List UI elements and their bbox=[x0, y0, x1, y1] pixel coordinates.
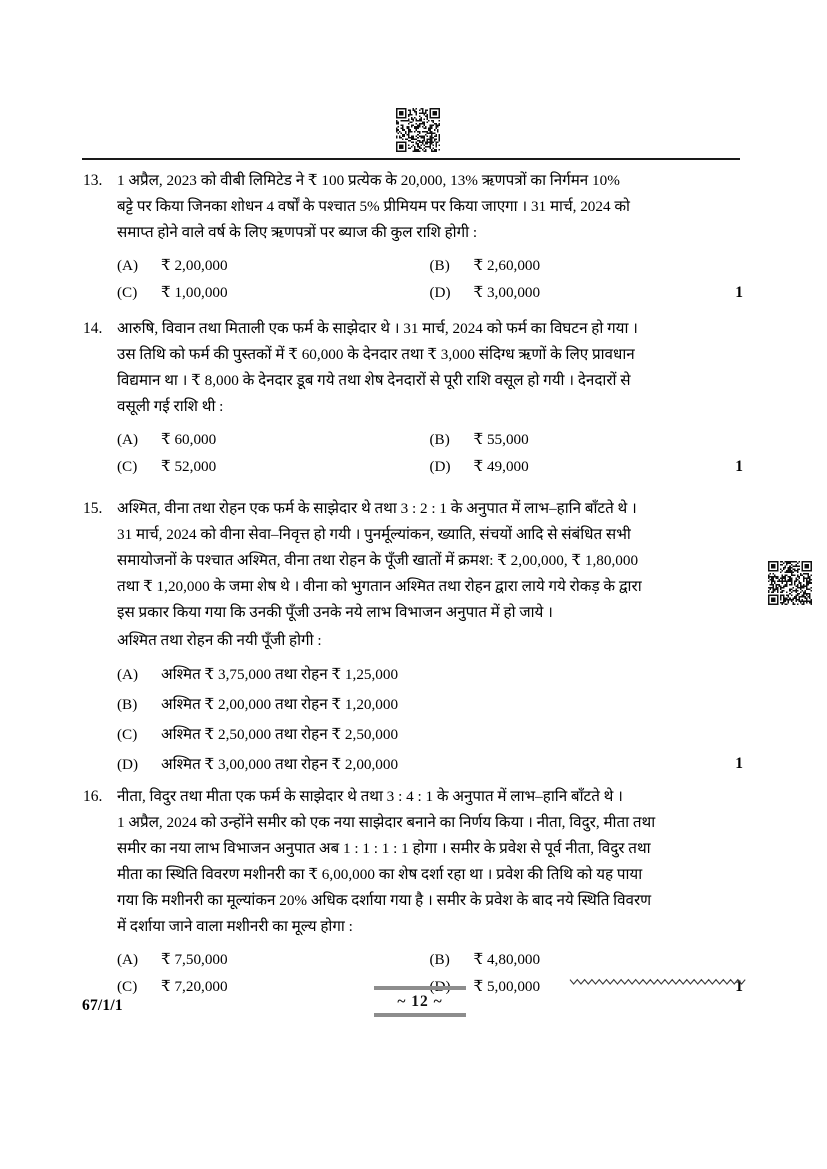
option-key: (D) bbox=[429, 458, 451, 475]
option-b[interactable] bbox=[430, 426, 743, 453]
option-b[interactable] bbox=[430, 252, 743, 279]
option-b[interactable] bbox=[430, 946, 743, 973]
option-key: (C) bbox=[117, 978, 138, 995]
option-value: अश्मित ₹ 2,00,000 तथा रोहन ₹ 1,20,000 bbox=[161, 696, 399, 713]
option-key: (C) bbox=[117, 726, 138, 743]
option-value: ₹ 3,00,000 bbox=[473, 284, 541, 301]
question-subprompt: अश्मित तथा रोहन की नयी पूँजी होगी : bbox=[117, 632, 322, 649]
question-number: 13. bbox=[83, 172, 103, 189]
qr-code-icon bbox=[396, 108, 440, 152]
question-text bbox=[117, 316, 742, 480]
question-text bbox=[117, 784, 742, 1000]
option-value: ₹ 55,000 bbox=[473, 431, 529, 448]
question-text-line: 31 मार्च, 2024 को वीना सेवा–निवृत्त हो गयी । पुनर्मूल्यांकन, ख्याति, संचयों आदि से संबंधित सभी bbox=[117, 526, 631, 543]
question-text bbox=[117, 168, 742, 306]
option-key: (D) bbox=[117, 756, 139, 773]
question-block bbox=[82, 496, 742, 780]
option-value: ₹ 52,000 bbox=[161, 458, 217, 475]
question-text-line: में दर्शाया जाने वाला मशीनरी का मूल्य होगा : bbox=[117, 918, 353, 935]
option-value: अश्मित ₹ 3,00,000 तथा रोहन ₹ 2,00,000 bbox=[161, 756, 399, 773]
options-container bbox=[117, 252, 742, 306]
option-value: ₹ 60,000 bbox=[161, 431, 217, 448]
option-value: ₹ 49,000 bbox=[473, 458, 529, 475]
question-text-line: आरुषि, विवान तथा मिताली एक फर्म के साझेदार थे । 31 मार्च, 2024 को फर्म का विघटन हो गया । bbox=[117, 320, 638, 337]
option-c[interactable] bbox=[117, 453, 430, 480]
question-text-line: समाप्त होने वाले वर्ष के लिए ऋणपत्रों पर ब्याज की कुल राशि होगी : bbox=[117, 224, 478, 241]
option-key: (B) bbox=[429, 431, 450, 448]
marks-value: 1 bbox=[735, 755, 743, 772]
qr-code-icon bbox=[768, 561, 812, 605]
options-container bbox=[117, 426, 742, 480]
question-text bbox=[117, 496, 742, 780]
option-key: (A) bbox=[117, 431, 139, 448]
marks-value: 1 bbox=[735, 978, 743, 995]
option-value: ₹ 1,00,000 bbox=[161, 284, 228, 301]
option-d[interactable] bbox=[117, 750, 742, 780]
option-key: (A) bbox=[117, 257, 139, 274]
zigzag-decoration-icon bbox=[568, 975, 750, 987]
option-value: ₹ 7,50,000 bbox=[161, 951, 228, 968]
option-value: अश्मित ₹ 2,50,000 तथा रोहन ₹ 2,50,000 bbox=[161, 726, 399, 743]
option-key: (B) bbox=[429, 951, 450, 968]
option-d[interactable] bbox=[430, 279, 743, 306]
question-text-line: समायोजनों के पश्चात अश्मित, वीना तथा रोहन के पूँजी खातों में क्रमश: ₹ 2,00,000, ₹ 1,80,000 bbox=[117, 552, 639, 569]
question-row bbox=[82, 784, 742, 1000]
question-text-line: 1 अप्रैल, 2024 को उन्होंने समीर को एक नया साझेदार बनाने का निर्णय किया । नीता, विदुर, मीता तथा bbox=[117, 814, 656, 831]
question-text-line: उस तिथि को फर्म की पुस्तकों में ₹ 60,000 के देनदार तथा ₹ 3,000 संदिग्ध ऋणों के लिए प्रावधान bbox=[117, 346, 635, 363]
option-key: (C) bbox=[117, 458, 138, 475]
option-b[interactable] bbox=[117, 690, 742, 720]
question-row bbox=[82, 316, 742, 480]
question-text-line: समीर का नया लाभ विभाजन अनुपात अब 1 : 1 : 1 : 1 होगा । समीर के प्रवेश से पूर्व नीता, विदुर तथा bbox=[117, 840, 651, 857]
question-text-line: तथा ₹ 1,20,000 के जमा शेष थे । वीना को भुगतान अश्मित तथा रोहन द्वारा लाये गये रोकड़ के द्वारा bbox=[117, 578, 642, 595]
question-text-line: बट्टे पर किया जिनका शोधन 4 वर्षों के पश्चात 5% प्रीमियम पर किया जाएगा । 31 मार्च, 2024 को bbox=[117, 198, 630, 215]
page-number: ~ 12 ~ bbox=[397, 993, 443, 1010]
question-row bbox=[82, 168, 742, 306]
option-c[interactable] bbox=[117, 720, 742, 750]
header-rule bbox=[82, 158, 740, 160]
options-container bbox=[117, 660, 742, 780]
option-value: अश्मित ₹ 3,75,000 तथा रोहन ₹ 1,25,000 bbox=[161, 666, 399, 683]
option-a[interactable] bbox=[117, 660, 742, 690]
option-key: (B) bbox=[429, 257, 450, 274]
question-text-line: 1 अप्रैल, 2023 को वीबी लिमिटेड ने ₹ 100 प्रत्येक के 20,000, 13% ऋणपत्रों का निर्गमन 10% bbox=[117, 172, 620, 189]
option-value: ₹ 7,20,000 bbox=[161, 978, 228, 995]
option-a[interactable] bbox=[117, 252, 430, 279]
option-a[interactable] bbox=[117, 946, 430, 973]
option-value: ₹ 2,00,000 bbox=[161, 257, 228, 274]
question-text-line: वसूली गई राशि थी : bbox=[117, 398, 224, 415]
question-block bbox=[82, 168, 742, 306]
option-value: ₹ 2,60,000 bbox=[473, 257, 541, 274]
option-key: (A) bbox=[117, 951, 139, 968]
option-value: ₹ 5,00,000 bbox=[473, 978, 541, 995]
question-text-line: गया कि मशीनरी का मूल्यांकन 20% अधिक दर्शाया गया है । समीर के प्रवेश के बाद नये स्थिति विवरण bbox=[117, 892, 652, 909]
marks-value: 1 bbox=[735, 458, 743, 475]
question-text-line: अश्मित, वीना तथा रोहन एक फर्म के साझेदार थे तथा 3 : 2 : 1 के अनुपात में लाभ–हानि बाँटते थे । bbox=[117, 500, 637, 517]
option-value: ₹ 4,80,000 bbox=[473, 951, 541, 968]
option-key: (C) bbox=[117, 284, 138, 301]
option-key: (D) bbox=[429, 284, 451, 301]
question-text-line: मीता का स्थिति विवरण मशीनरी का ₹ 6,00,000 का शेष दर्शा रहा था । प्रवेश की तिथि को यह पाया bbox=[117, 866, 643, 883]
question-number: 15. bbox=[83, 500, 103, 517]
question-row bbox=[82, 496, 742, 780]
question-block bbox=[82, 316, 742, 480]
option-c[interactable] bbox=[117, 279, 430, 306]
question-block bbox=[82, 784, 742, 1000]
option-key: (A) bbox=[117, 666, 139, 683]
marks-value: 1 bbox=[735, 284, 743, 301]
paper-code: 67/1/1 bbox=[82, 997, 123, 1014]
question-number: 16. bbox=[83, 788, 103, 805]
question-text-line: इस प्रकार किया गया कि उनकी पूँजी उनके नये लाभ विभाजन अनुपात में हो जाये । bbox=[117, 604, 553, 621]
question-number: 14. bbox=[83, 320, 103, 337]
page-number-bar-bottom bbox=[374, 1013, 466, 1017]
option-key: (B) bbox=[117, 696, 138, 713]
question-text-line: नीता, विदुर तथा मीता एक फर्म के साझेदार थे तथा 3 : 4 : 1 के अनुपात में लाभ–हानि बाँटते थे । bbox=[117, 788, 623, 805]
page-number-block bbox=[374, 986, 466, 1017]
option-a[interactable] bbox=[117, 426, 430, 453]
option-d[interactable] bbox=[430, 453, 743, 480]
question-text-line: विद्यमान था । ₹ 8,000 के देनदार डूब गये तथा शेष देनदारों से पूरी राशि वसूल हो गयी । देनदारों से bbox=[117, 372, 631, 389]
